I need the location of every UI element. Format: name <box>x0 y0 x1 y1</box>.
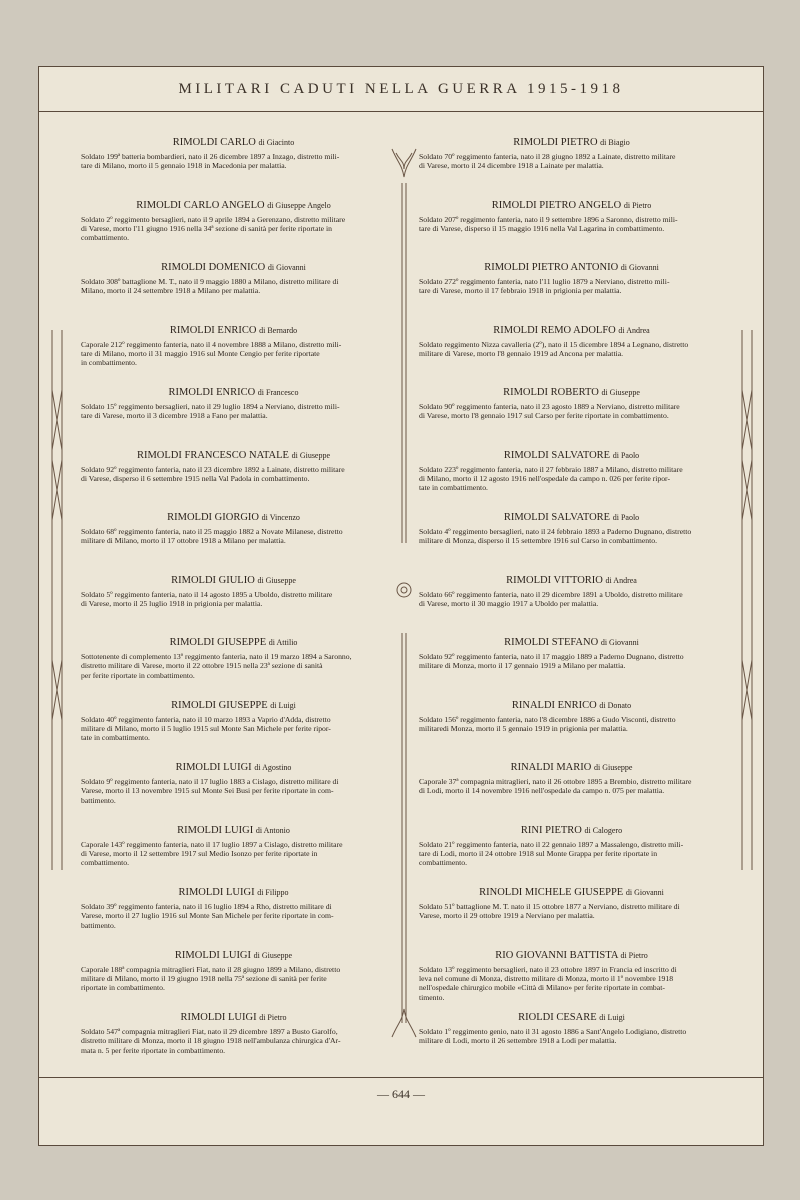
record-line: tare di Milano, morto il 5 gennaio 1918 in Macedonia per malattia. <box>81 161 287 171</box>
record-description <box>419 402 724 421</box>
record-description <box>81 715 386 743</box>
record-name <box>419 512 724 523</box>
record-surname: RIMOLDI LUIGI <box>175 762 252 773</box>
record-name <box>81 762 386 773</box>
record-parent: di Giuseppe <box>253 950 293 960</box>
register-page <box>38 66 764 1146</box>
record-description <box>81 402 386 421</box>
record-line: riportate in combattimento. <box>81 983 165 993</box>
record-name <box>81 512 386 523</box>
record-name <box>419 1012 724 1023</box>
record-description <box>81 277 386 296</box>
record-entry <box>81 387 386 421</box>
record-description <box>419 652 724 671</box>
record-surname: RINI PIETRO <box>520 824 582 836</box>
record-entry <box>81 1012 386 1055</box>
record-entry <box>81 200 386 243</box>
record-surname: RIMOLDI CARLO <box>172 137 256 148</box>
record-name <box>81 1012 386 1023</box>
record-parent: di Agostino <box>254 763 292 772</box>
record-line: nell'ospedale chirurgico mobile «Città di Milano» per ferite riportate in combat- <box>419 983 665 993</box>
record-line: Soldato 68º reggimento fanteria, nato il 25 maggio 1882 a Novate Milanese, distretto <box>81 527 343 536</box>
record-name <box>81 887 386 898</box>
record-surname: RIOLDI CESARE <box>518 1012 597 1023</box>
record-line: timento. <box>419 992 445 1002</box>
record-parent: di Donato <box>599 700 632 710</box>
record-line: militare di Varese, morto l'8 gennaio 1919 ad Ancona per malattia. <box>419 348 624 358</box>
record-name <box>81 200 386 211</box>
record-line: Soldato 51º battaglione M. T. nato il 15 ottobre 1877 a Nerviano, distretto militare di <box>419 902 680 911</box>
record-line: Soldato 15º reggimento bersaglieri, nato il 29 luglio 1894 a Nerviano, distretto mili- <box>81 402 340 411</box>
record-entry <box>419 387 724 421</box>
record-line: Soldato 272º reggimento fanteria, nato l'11 luglio 1879 a Nerviano, distretto mili- <box>419 277 670 286</box>
record-description <box>419 340 724 359</box>
record-name <box>419 637 724 648</box>
record-name <box>419 137 724 148</box>
record-line: combattimento. <box>419 858 468 868</box>
record-line: Soldato 90º reggimento fanteria, nato il 23 agosto 1889 a Nerviano, distretto militare <box>419 402 680 411</box>
record-description <box>81 465 386 484</box>
record-line: Soldato 40º reggimento fanteria, nato il 10 marzo 1893 a Vaprio d'Adda, distretto <box>81 714 331 724</box>
record-line: di Varese, morto il 12 settembre 1917 sul Medio Isonzo per ferite riportate in <box>81 848 318 858</box>
record-name <box>419 450 724 461</box>
record-line: tare di Varese, disperso il 15 maggio 1916 nella Val Lagarina in combattimento. <box>419 223 665 233</box>
record-parent: di Filippo <box>257 888 289 897</box>
record-parent: di Calogero <box>584 825 623 835</box>
record-description <box>419 902 724 921</box>
record-line: Varese, morto il 13 novembre 1915 sul Monte Sei Busi per ferite riportate in com- <box>81 786 334 796</box>
record-description <box>419 215 724 234</box>
record-entry <box>81 825 386 868</box>
record-line: Caporale 143º reggimento fanteria, nato il 17 luglio 1897 a Cislago, distretto militare <box>81 839 343 849</box>
record-description <box>81 152 386 171</box>
record-description <box>81 590 386 609</box>
record-entry <box>419 1012 724 1046</box>
record-name <box>419 575 724 586</box>
record-line: tare di Milano, morto il 31 maggio 1916 sul Monte Cengio per ferite riportate <box>81 348 320 358</box>
record-line: tate in combattimento. <box>81 733 150 743</box>
record-description <box>419 590 724 609</box>
record-description <box>81 1027 386 1055</box>
record-line: tate in combattimento. <box>419 483 488 493</box>
record-parent: di Giuseppe <box>593 763 633 772</box>
record-entry <box>81 325 386 368</box>
record-entry <box>419 575 724 609</box>
record-entry <box>419 137 724 171</box>
record-line: Caporale 188ª compagnia mitraglieri Fiat, nato il 28 giugno 1899 a Milano, distretto <box>81 964 341 974</box>
record-line: Milano, morto il 24 settembre 1918 a Milano per malattia. <box>81 286 261 296</box>
record-surname: RIMOLDI GIUSEPPE <box>169 637 267 648</box>
record-surname: RIMOLDI FRANCESCO NATALE <box>136 449 289 461</box>
record-surname: RIMOLDI LUIGI <box>177 824 254 836</box>
record-name <box>419 325 724 336</box>
record-line: distretto militare di Varese, morto il 22 ottobre 1915 nella 23ª sezione di sanità <box>81 661 323 671</box>
record-name <box>419 762 724 773</box>
record-parent: di Francesco <box>257 388 299 397</box>
left-side-ornament <box>44 330 70 870</box>
record-line: Soldato 2º reggimento bersaglieri, nato il 9 aprile 1894 a Gerenzano, distretto militare <box>81 214 346 224</box>
record-name <box>419 387 724 398</box>
record-line: Caporale 212º reggimento fanteria, nato il 4 novembre 1888 a Milano, distretto mili- <box>81 339 342 349</box>
record-surname: RINALDI MARIO <box>510 762 592 773</box>
record-surname: RIMOLDI VITTORIO <box>506 574 603 586</box>
record-surname: RIMOLDI CARLO ANGELO <box>136 199 265 211</box>
record-entry <box>81 887 386 930</box>
record-parent: di Bernardo <box>259 325 298 335</box>
record-parent: di Giovanni <box>600 638 639 647</box>
record-line: militare di Monza, disperso il 15 settembre 1916 sul Carso in combattimento. <box>419 536 658 546</box>
record-entry <box>419 512 724 546</box>
record-line: di Varese, morto il 24 dicembre 1918 a Lainate per malattia. <box>419 161 604 171</box>
record-entry <box>419 200 724 234</box>
record-line: Soldato 21º reggimento fanteria, nato il 22 gennaio 1897 a Massalengo, distretto mili- <box>419 839 684 849</box>
record-description <box>81 840 386 868</box>
page-header <box>39 67 763 112</box>
record-name <box>419 262 724 273</box>
record-line: di Varese, morto l'11 giugno 1916 nella 34ª sezione di sanità per ferite riportate in <box>81 223 332 233</box>
record-entry <box>81 137 386 171</box>
page-title: MILITARI CADUTI NELLA GUERRA 1915-1918 <box>178 80 624 97</box>
record-line: Soldato 207º reggimento fanteria, nato il 9 settembre 1896 a Saronno, distretto mili- <box>419 214 678 224</box>
record-description <box>81 527 386 546</box>
record-line: tare di Varese, morto il 3 dicembre 1918 a Fano per malattia. <box>81 411 268 421</box>
record-entry <box>81 262 386 296</box>
record-parent: di Giacinto <box>258 138 295 147</box>
record-line: Soldato 9º reggimento fanteria, nato il 17 luglio 1883 a Cislago, distretto militare di <box>81 777 339 786</box>
record-surname: RIMOLDI STEFANO <box>504 637 599 648</box>
record-line: distretto militare di Monza, morto il 18 giugno 1918 nell'ambulanza chirurgica d'Ar- <box>81 1036 341 1046</box>
record-surname: RIMOLDI PIETRO ANTONIO <box>484 262 619 273</box>
record-surname: RIMOLDI GIORGIO <box>167 512 259 523</box>
right-side-ornament <box>734 330 760 870</box>
record-line: di Varese, morto il 30 maggio 1917 a Uboldo per malattia. <box>419 598 599 608</box>
record-entry <box>81 762 386 805</box>
record-surname: RIMOLDI GIULIO <box>171 574 255 586</box>
record-parent: di Biagio <box>600 138 630 147</box>
record-line: militare di Lodi, morto il 26 settembre 1918 a Lodi per malattia. <box>419 1036 617 1046</box>
record-line: Soldato 4º reggimento bersaglieri, nato il 24 febbraio 1893 a Paderno Dugnano, distretto <box>419 527 692 536</box>
record-line: combattimento. <box>81 233 130 243</box>
footer-rule <box>39 1077 763 1078</box>
record-surname: RIMOLDI PIETRO <box>513 137 598 148</box>
record-description <box>81 652 386 680</box>
record-name <box>81 450 386 461</box>
record-description <box>419 715 724 734</box>
record-parent: di Attilio <box>268 638 298 647</box>
record-line: leva nel comune di Monza, distretto militare di Monza, morto il 1º novembre 1918 <box>419 973 674 983</box>
record-parent: di Giovanni <box>620 263 659 272</box>
record-surname: RIMOLDI GIUSEPPE <box>171 699 268 711</box>
record-parent: di Giovanni <box>267 263 306 272</box>
record-entry <box>419 825 724 868</box>
record-entry <box>81 950 386 993</box>
record-name <box>419 200 724 211</box>
record-line: Soldato 1º reggimento genio, nato il 31 agosto 1886 a Sant'Angelo Lodigiano, distretto <box>419 1027 687 1036</box>
record-surname: RIMOLDI REMO ADOLFO <box>493 324 616 336</box>
record-entry <box>419 700 724 734</box>
page-number: — 644 — <box>377 1087 425 1101</box>
record-line: militaredi Monza, morto il 5 gennaio 1919 in prigionia per malattia. <box>419 723 628 733</box>
record-entry <box>81 637 386 680</box>
record-parent: di Paolo <box>612 450 640 460</box>
record-description <box>81 965 386 993</box>
record-name <box>419 887 724 898</box>
record-surname: RINALDI ENRICO <box>511 699 597 711</box>
record-description <box>81 340 386 368</box>
record-description <box>419 1027 724 1046</box>
record-surname: RIMOLDI LUIGI <box>178 887 255 898</box>
record-parent: di Paolo <box>612 513 640 522</box>
record-line: Soldato 66º reggimento fanteria, nato il 29 dicembre 1891 a Uboldo, distretto militare <box>419 589 683 599</box>
record-name <box>81 950 386 961</box>
record-surname: RIMOLDI DOMENICO <box>161 262 266 273</box>
record-surname: RIMOLDI SALVATORE <box>503 449 611 461</box>
record-name <box>81 575 386 586</box>
record-line: Soldato 13º reggimento bersaglieri, nato il 23 ottobre 1897 in Francia ed inscritto di <box>419 964 677 974</box>
record-surname: RIO GIOVANNI BATTISTA <box>495 949 618 961</box>
record-line: Soldato 156º reggimento fanteria, nato l'8 dicembre 1886 a Gudo Visconti, distretto <box>419 714 676 724</box>
record-line: Soldato reggimento Nizza cavalleria (2º), nato il 15 dicembre 1894 a Legnano, distretto <box>419 339 689 349</box>
record-line: Sottotenente di complemento 13º reggimento fanteria, nato il 19 marzo 1894 a Saronno, <box>81 652 352 661</box>
record-description <box>419 840 724 868</box>
record-entry <box>81 575 386 609</box>
record-surname: RIMOLDI ENRICO <box>169 324 257 336</box>
record-surname: RIMOLDI ROBERTO <box>503 387 599 398</box>
record-line: di Lodi, morto il 14 novembre 1916 nell'ospedale da campo n. 075 per malattia. <box>419 786 665 796</box>
record-line: Soldato 92º reggimento fanteria, nato il 17 maggio 1889 a Paderno Dugnano, distretto <box>419 652 684 661</box>
record-name <box>419 950 724 961</box>
record-entry <box>419 950 724 1003</box>
record-line: per ferite riportate in combattimento. <box>81 670 195 680</box>
record-entry <box>81 512 386 546</box>
record-parent: di Giuseppe <box>257 575 296 585</box>
record-name <box>81 700 386 711</box>
record-entry <box>81 450 386 484</box>
record-description <box>81 777 386 805</box>
record-description <box>419 465 724 493</box>
record-line: Varese, morto il 27 luglio 1916 sul Monte San Michele per ferite riportate in com- <box>81 911 334 921</box>
record-entry <box>419 637 724 671</box>
record-name <box>81 387 386 398</box>
center-divider-ornament <box>384 143 424 1043</box>
record-line: Soldato 5º reggimento fanteria, nato il 14 agosto 1895 a Uboldo, distretto militare <box>81 589 333 599</box>
record-line: Soldato 199ª batteria bombardieri, nato il 26 dicembre 1897 a Inzago, distretto mili- <box>81 152 340 161</box>
record-line: battimento. <box>81 795 116 805</box>
record-line: militare di Monza, morto il 17 gennaio 1919 a Milano per malattia. <box>419 661 626 671</box>
record-description <box>419 277 724 296</box>
record-line: battimento. <box>81 920 116 930</box>
record-parent: di Antonio <box>255 825 290 835</box>
record-name <box>81 325 386 336</box>
record-line: Soldato 70º reggimento fanteria, nato il 28 giugno 1892 a Lainate, distretto militare <box>419 152 676 161</box>
record-entry <box>419 762 724 796</box>
record-description <box>419 152 724 171</box>
record-line: Soldato 39º reggimento fanteria, nato il 16 luglio 1894 a Rho, distretto militare di <box>81 902 332 911</box>
record-line: Soldato 547ª compagnia mitraglieri Fiat, nato il 29 dicembre 1897 a Busto Garolfo, <box>81 1027 338 1036</box>
record-line: mata n. 5 per ferite riportate in combattimento. <box>81 1045 226 1055</box>
record-line: militare di Milano, morto il 17 ottobre 1918 a Milano per malattia. <box>81 536 286 546</box>
record-description <box>81 215 386 243</box>
record-parent: di Luigi <box>599 1013 625 1022</box>
record-name <box>81 262 386 273</box>
record-entry <box>419 887 724 921</box>
record-entry <box>419 262 724 296</box>
record-surname: RIMOLDI SALVATORE <box>503 512 611 523</box>
record-line: di Varese, morto l'8 gennaio 1917 sul Carso per ferite riportate in combattimento. <box>419 411 669 421</box>
record-name <box>81 825 386 836</box>
record-line: tare di Lodi, morto il 24 ottobre 1918 sul Monte Grappa per ferite riportate in <box>419 848 658 858</box>
record-surname: RIMOLDI PIETRO ANGELO <box>491 199 622 211</box>
record-name <box>81 637 386 648</box>
record-description <box>419 777 724 796</box>
record-parent: di Giuseppe <box>601 388 640 397</box>
record-description <box>419 965 724 1003</box>
record-line: di Varese, morto il 25 luglio 1918 in prigionia per malattia. <box>81 598 263 608</box>
record-line: militare di Milano, morto il 19 giugno 1918 nella 75ª sezione di sanità per ferite <box>81 973 327 983</box>
record-parent: di Giuseppe <box>291 450 331 460</box>
record-surname: RIMOLDI LUIGI <box>180 1012 257 1023</box>
record-description <box>419 527 724 546</box>
record-surname: RINOLDI MICHELE GIUSEPPE <box>479 887 624 898</box>
record-parent: di Andrea <box>605 575 637 585</box>
record-parent: di Pietro <box>623 200 652 210</box>
record-name <box>81 137 386 148</box>
record-line: tare di Varese, morto il 17 febbraio 1918 in prigionia per malattia. <box>419 286 622 296</box>
record-line: Soldato 223º reggimento fanteria, nato il 27 febbraio 1887 a Milano, distretto militare <box>419 464 683 474</box>
record-parent: di Giuseppe Angelo <box>267 200 331 210</box>
record-parent: di Luigi <box>270 700 296 710</box>
record-name <box>419 825 724 836</box>
record-parent: di Andrea <box>618 325 650 335</box>
record-parent: di Pietro <box>259 1013 287 1022</box>
record-parent: di Vincenzo <box>261 513 300 522</box>
record-line: militare di Milano, morto il 5 luglio 1915 sul Monte San Michele per ferite ripor- <box>81 723 331 733</box>
record-parent: di Giovanni <box>625 888 664 897</box>
record-line: di Milano, morto il 12 agosto 1916 nell'ospedale da campo n. 026 per ferite ripor- <box>419 473 671 483</box>
record-line: di Varese, disperso il 6 settembre 1915 nella Val Padola in combattimento. <box>81 473 310 483</box>
record-entry <box>419 325 724 359</box>
record-entry <box>419 450 724 493</box>
record-entry <box>81 700 386 743</box>
record-line: Caporale 37ª compagnia mitraglieri, nato il 26 ottobre 1895 a Brembio, distretto militare <box>419 777 692 786</box>
record-line: combattimento. <box>81 858 130 868</box>
record-line: Varese, morto il 29 ottobre 1919 a Nerviano per malattia. <box>419 911 595 921</box>
record-name <box>419 700 724 711</box>
record-surname: RIMOLDI ENRICO <box>168 387 256 398</box>
record-line: in combattimento. <box>81 358 137 368</box>
record-parent: di Pietro <box>620 950 648 960</box>
record-line: Soldato 308º battaglione M. T., nato il 9 maggio 1880 a Milano, distretto militare di <box>81 277 339 286</box>
record-line: Soldato 92º reggimento fanteria, nato il 23 dicembre 1892 a Lainate, distretto militare <box>81 464 345 474</box>
record-description <box>81 902 386 930</box>
record-surname: RIMOLDI LUIGI <box>174 949 252 961</box>
